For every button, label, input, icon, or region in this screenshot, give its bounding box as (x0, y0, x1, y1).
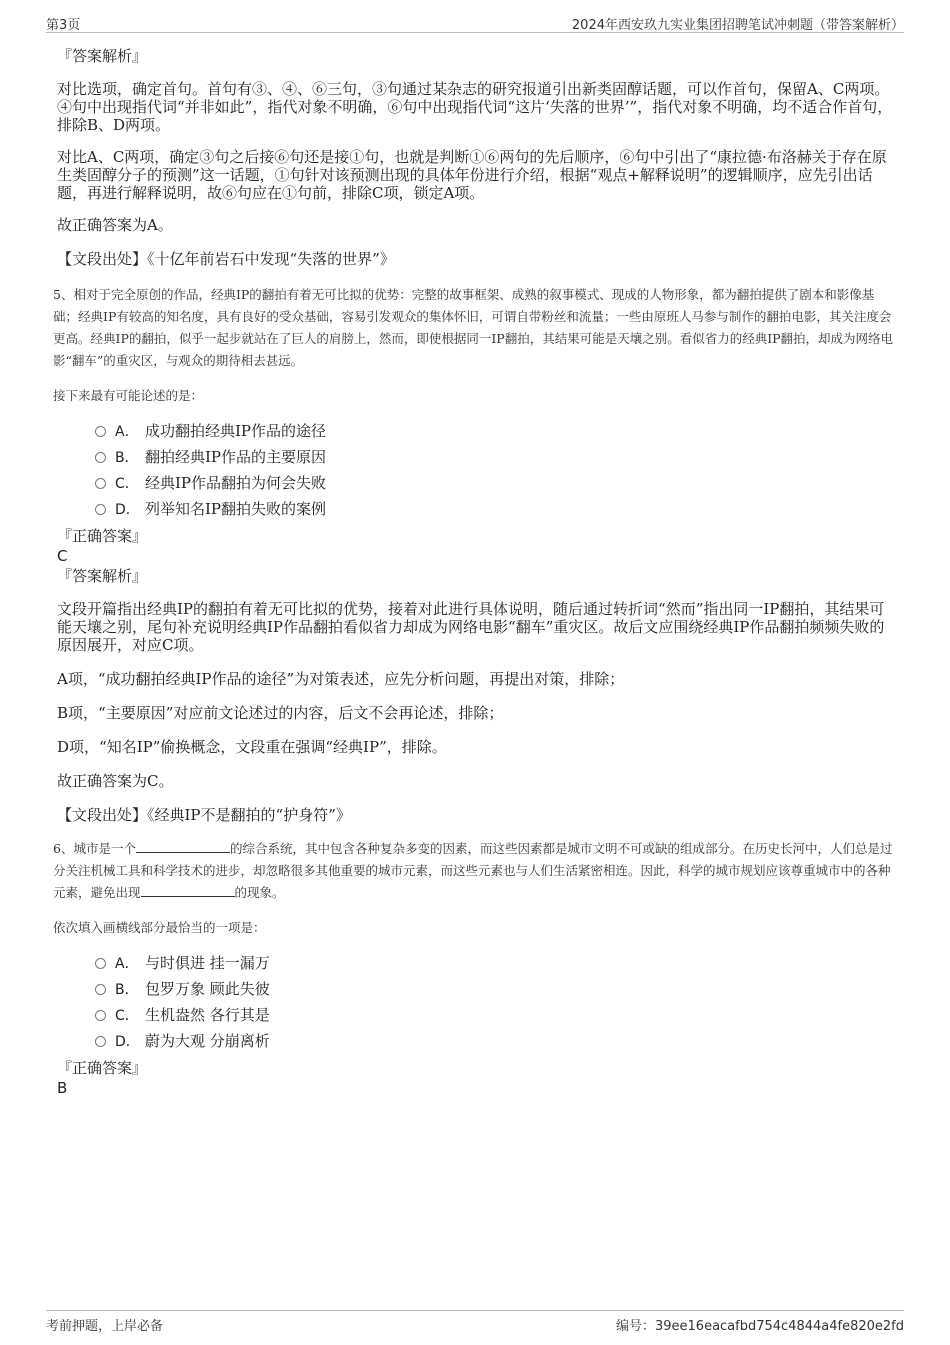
radio-icon[interactable] (95, 504, 106, 515)
question-6-options (57, 950, 895, 1054)
option-d[interactable]: D． 蔚为大观 分崩离析 (95, 1028, 895, 1054)
option-d[interactable]: D． 列举知名IP翻拍失败的案例 (95, 496, 895, 522)
radio-icon[interactable] (95, 452, 106, 463)
source-citation: 【文段出处】《十亿年前岩石中发现“失落的世界”》 (57, 250, 395, 268)
analysis-paragraph: 文段开篇指出经典IP的翻拍有着无可比拟的优势，接着对此进行具体说明，随后通过转折词“然而”指出同一IP翻拍，其结果可能天壤之别，尾句补充说明经典IP作品翻拍看似省力却成为网络电影“翻车”重灾区。故后文应围绕经典IP作品翻拍频频失败的原因展开，对应C项。 (57, 600, 885, 654)
page-footer (46, 1310, 904, 1333)
radio-icon[interactable] (95, 426, 106, 437)
question-5-options (57, 418, 895, 522)
analysis-tag: 『答案解析』 (57, 47, 148, 65)
radio-icon[interactable] (95, 958, 106, 969)
fill-blank (136, 840, 230, 853)
analysis-paragraph: 对比A、C两项，确定③句之后接⑥句还是接①句，也就是判断①⑥两句的先后顺序，⑥句中引出了“康拉德·布洛赫关于存在原生类固醇分子的预测”这一话题，①句针对该预测出现的具体年份进行介绍，根据“观点+解释说明”的逻辑顺序，应先引出话题，再进行解释说明，故⑥句应在①句前，排除C项，锁定A项。 (57, 148, 887, 202)
document-body (53, 46, 895, 1098)
answer-conclusion: 故正确答案为C。 (57, 772, 174, 790)
correct-answer: B (57, 1079, 68, 1097)
radio-icon[interactable] (95, 1036, 106, 1047)
analysis-paragraph: 对比选项，确定首句。首句有③、④、⑥三句，③句通过某杂志的研究报道引出新类固醇话题，可以作首句，保留A、C两项。④句中出现指代词“并非如此”，指代对象不明确，⑥句中出现指代词“这片‘失落的世界’”，指代对象不明确，均不适合作首句，排除B、D两项。 (57, 80, 893, 134)
fill-blank (141, 884, 235, 897)
analysis-paragraph: B项，“主要原因”对应前文论述过的内容，后文不会再论述，排除； (57, 704, 504, 722)
question-5-text: 5、相对于完全原创的作品，经典IP的翻拍有着无可比拟的优势：完整的故事框架、成熟的叙事模式、现成的人物形象，都为翻拍提供了剧本和影像基础；经典IP有较高的知名度，具有良好的受众基础，容易引发观众的集体怀旧，可谓自带粉丝和流量；一些由原班人马参与制作的翻拍电影，其关注度会更高。经典IP的翻拍，似乎一起步就站在了巨人的肩膀上，然而，即使根据同一IP翻拍，其结果可能是天壤之别。看似省力的经典IP翻拍，却成为网络电影“翻车”的重灾区，与观众的期待相去甚远。 (53, 287, 894, 368)
correct-answer-tag: 『正确答案』 (57, 527, 148, 545)
radio-icon[interactable] (95, 478, 106, 489)
question-6-text: 6、城市是一个 的综合系统，其中包含各种复杂多变的因素，而这些因素都是城市文明不可或缺的组成部分。在历史长河中，人们总是过分关注机械工具和科学技术的进步，却忽略很多其他重要的城市元素，而这些元素也与人们生活紧密相连。因此，科学的城市规划应该尊重城市中的各种元素，避免出现 的现象。 (53, 841, 893, 900)
question-6-prompt: 依次填入画横线部分最恰当的一项是： (53, 920, 266, 935)
page-header (46, 12, 904, 33)
option-b[interactable]: B． 包罗万象 顾此失彼 (95, 976, 895, 1002)
footer-slogan: 考前押题，上岸必备 (46, 1319, 164, 1334)
option-a[interactable]: A． 成功翻拍经典IP作品的途径 (95, 418, 895, 444)
correct-answer: C (57, 547, 68, 565)
source-citation: 【文段出处】《经典IP不是翻拍的“护身符”》 (57, 806, 351, 824)
option-b[interactable]: B． 翻拍经典IP作品的主要原因 (95, 444, 895, 470)
answer-conclusion: 故正确答案为A。 (57, 216, 173, 234)
document-title: 2024年西安玖九实业集团招聘笔试冲刺题（带答案解析） (571, 18, 904, 33)
correct-answer-tag: 『正确答案』 (57, 1059, 148, 1077)
analysis-paragraph: A项，“成功翻拍经典IP作品的途径”为对策表述，应先分析问题，再提出对策，排除； (57, 670, 625, 688)
analysis-paragraph: D项，“知名IP”偷换概念，文段重在强调“经典IP”，排除。 (57, 738, 447, 756)
option-c[interactable]: C． 经典IP作品翻拍为何会失败 (95, 470, 895, 496)
analysis-tag: 『答案解析』 (57, 567, 148, 585)
question-5-prompt: 接下来最有可能论述的是： (53, 388, 204, 403)
radio-icon[interactable] (95, 984, 106, 995)
radio-icon[interactable] (95, 1010, 106, 1021)
option-c[interactable]: C． 生机盎然 各行其是 (95, 1002, 895, 1028)
page-number: 第3页 (46, 18, 81, 33)
option-a[interactable]: A． 与时俱进 挂一漏万 (95, 950, 895, 976)
document-code: 编号：39ee16eacafbd754c4844a4fe820e2fd (615, 1319, 904, 1334)
